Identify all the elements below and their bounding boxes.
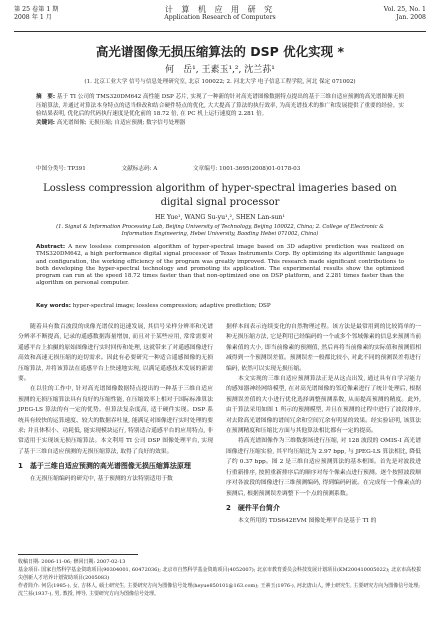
section-heading-1: 1 基于三维自适应预测的高光谱图像无损压缩算法原理 (18, 462, 191, 471)
english-title: Lossless compression algorithm of hyper-spectral imageries based on digital signal processor (43, 183, 397, 208)
volume-cn: 第 25 卷第 1 期 (14, 6, 59, 13)
header-right (384, 6, 426, 22)
footnote-rule (18, 554, 138, 555)
body-paragraph: 将高光谱图像作为三维数据场进行压缩, 对 128 波段的 OMIS-I 高光谱图像进行压缩实验, 其平均压缩比为 2.97 bpp, 与 JPEG-LS 算法相比, 降低了约 0.37 bpp。图 2 是三维自适应预测算法的基本框图。首先是对波段进行重新排序, 按照重新排序后的顺序对每个像素点进行预测。逐个按照波段顺序对各波段的图像进行三维预测编码, 得到编码码流。在完成每一个像素点的预测后, 根据预测误差调整下一个点的预测系数。 (226, 438, 421, 497)
volume-en: Vol. 25, No. 1 (383, 6, 426, 13)
abstract-text-cn: 基于 TI 公司的 TMS320DM642 高性能 DSP 芯片, 实现了一种新的针对高光谱图像数据特点提出的基于三维自适应预测的高光谱图像无损压缩算法, 并通过对算法本身特点的适当修改和结合硬件特点的优化, 大大提高了算法的执行效率, 为高光谱技术的推广和发展提供了重要的经验。实验结果表明, 优化后的代码执行速度是优化前的 18.72 倍, 在 PC 机上运行速度的 2.281 倍。 (36, 94, 404, 118)
date-cn: 2008 年 1 月 (14, 14, 52, 21)
body-column-right (226, 322, 421, 526)
body-column-left (18, 322, 213, 485)
abstract-label-en: Abstract: (36, 244, 66, 250)
chinese-affiliation: (1. 北京工业大学 信号与信息处理研究室, 北京 100022; 2. 河北大学 电子信息工程学院, 河北 保定 071002) (84, 79, 356, 85)
classification-line (36, 164, 404, 172)
body-paragraph: 随着具有数百波段的成像光谱仪的迅速发展, 其信号采样分辨率和光谱分辨率不断提高, 记录的遥感数据海量增加, 而且对于某些应用, 常常需要对遥感平台上拍摄的原始图像进行实时回传和处理, 这就带来了对遥感图像进行高效和高速无损压缩的迫切需求。因此有必要研究一种适合遥感图像的无损压缩算法, 并将该算法在遥感平台上快速地实现, 以满足遥感技术发展的新需要。 (18, 324, 213, 383)
keywords-en (36, 303, 404, 309)
keywords-label-cn: 关键词: (36, 119, 56, 126)
keywords-label-en: Key words: (36, 303, 71, 309)
body-paragraph: 在无损压缩编码的研究中, 基于预测的方法特别适用于数 (30, 476, 173, 483)
chinese-authors: 何 岳¹, 王素玉¹,², 沈兰荪¹ (165, 65, 275, 75)
journal-cn: 计 算 机 应 用 研 究 (164, 5, 276, 14)
clc-number: 中图分类号: TP391 (36, 166, 86, 172)
english-authors: HE Yue¹, WANG Su-yu¹,², SHEN Lan-sun¹ (154, 214, 286, 221)
chinese-abstract (36, 93, 404, 127)
footnote-bio: 作者简介: 何岳(1985-), 女, 吉林人, 硕士研究生, 主要研究方向为图像信号处理(heyue850101@163.com); 王素玉(1976-), 河北唐山人, 博士研究生, 主要研究方向为图像信号处理; 沈兰荪(1937-), 男, 教授, 博导, 主要研究方向为图像信号处理。 (18, 583, 420, 597)
body-paragraph: 在以往的工作中, 针对高光谱图像数据特点提出的一种基于三维自适应预测的无损压缩算法具有良好的压缩性能, 在压缩效率上相对于国际标准算法 JPEG-LS 算法的有一定的优势。但算法复杂度高, 适于硬件实现。DSP 系统具有较快的运算速度、较大的数据吞吐量, 能满足对图像进行实时处理的要求; 并且体积小、功耗低, 能实现模块运行, 特别适合遥感平台的应用特点, 非常适用于实现该无损压缩算法。本文利用 TI 公司 DSP 图像处理平台, 实现了基于三维自适应预测的无损压缩算法, 取得了良好的效果。 (18, 386, 213, 455)
document-code: 文献标志码: A (121, 166, 158, 172)
header-rule (14, 31, 426, 32)
section-heading-2: 2 硬件平台简介 (226, 503, 280, 512)
keywords-text-cn: 高光谱图像; 无损压缩; 自适应预测; 数字信号处理器 (56, 119, 186, 126)
footnote-fund: 基金项目: 国家自然科学基金资助项目(90304001, 60472036); 北京市自然科学基金资助项目(4052007); 北京市教育委员会科技发展计划项目(KM200410005022); 北京市高校拔尖创新人才培养计划资助项目(2005083) (18, 567, 422, 581)
header-center (14, 6, 426, 22)
abstract-label-cn: 摘 要: (36, 94, 56, 100)
english-affiliation: (1. Signal & Information Processing Lab, Beijing University of Technology, Beijing 100022, China; 2. College of Electronic & Information Engineering, Hebei University, Baoding Hebei 071002, China) (56, 224, 384, 237)
date-en: Jan. 2008 (396, 14, 426, 21)
english-abstract (36, 244, 404, 288)
journal-en: Application Research of Computers (164, 14, 276, 21)
running-header (14, 6, 426, 32)
footnotes (18, 558, 422, 598)
keywords-text-en: hyper-spectral image; lossless compression; adaptive prediction; DSP (72, 303, 271, 309)
keywords-cn (36, 119, 404, 128)
body-paragraph: 据样本间表示连续变化的自然物理过程。该方法是最常用到的比较简单的一种无损压缩方法, 它是利用已经编码的一个或多个邻域像素的信息来预测当前像素值的大小, 即当前像素的预测值, 然后再将当前像素的实际值和预测值相减得到一个预测误差值。预测误差一般都比较小, 对此不同的预测误差将进行编码, 依然可以实现无损压缩。 (226, 324, 421, 372)
footnote-received: 收稿日期: 2006-11-06; 修回日期: 2007-02-13 (18, 559, 126, 565)
chinese-title: 高光谱图像无损压缩算法的 DSP 优化实现 * (95, 44, 345, 59)
body-paragraph: 本文实现的三维自适应预测算法正是从这点出发, 通过具有自学习能力的感知器神经网络模型, 在对高光谱图像的邻近像素进行了统计处理后, 根据预测误差值的大小进行优化选择调整预测系数, 从而提高预测的精度。此外, 由于算法采用如图 1 所示的预测模型, 并且在预测的过程中进行了波段排序, 对去除高光谱图像的谱间冗余和空间冗余有明显的效果。经实验证明, 该算法在预测精度和压缩比方面与其他算法相比都有一定的提高。 (226, 376, 421, 435)
article-number: 文章编号: 1001-3695(2008)01-0178-03 (193, 166, 301, 172)
body-paragraph: 本文所用的 TDS642EVM 图像处理平台是基于 TI 的 (238, 517, 377, 524)
abstract-text-en: A new lossless compression algorithm of hyper-spectral image based on 3D adaptive prediction was realized on TMS320DM642, a high performance digital signal processor of Texas Instruments Corp. By optimizing its algorithmic language and configuration, the working efficiency of the program was greatly improved. This research made significant contributions to both developing the hyper-spectral technology and promoting its application. The experimental results show the optimized program can run at the speed 18.72 times faster than that non-optimized one on DSP platform, and 2.281 times faster than the algorithm on personal computer. (36, 244, 404, 287)
